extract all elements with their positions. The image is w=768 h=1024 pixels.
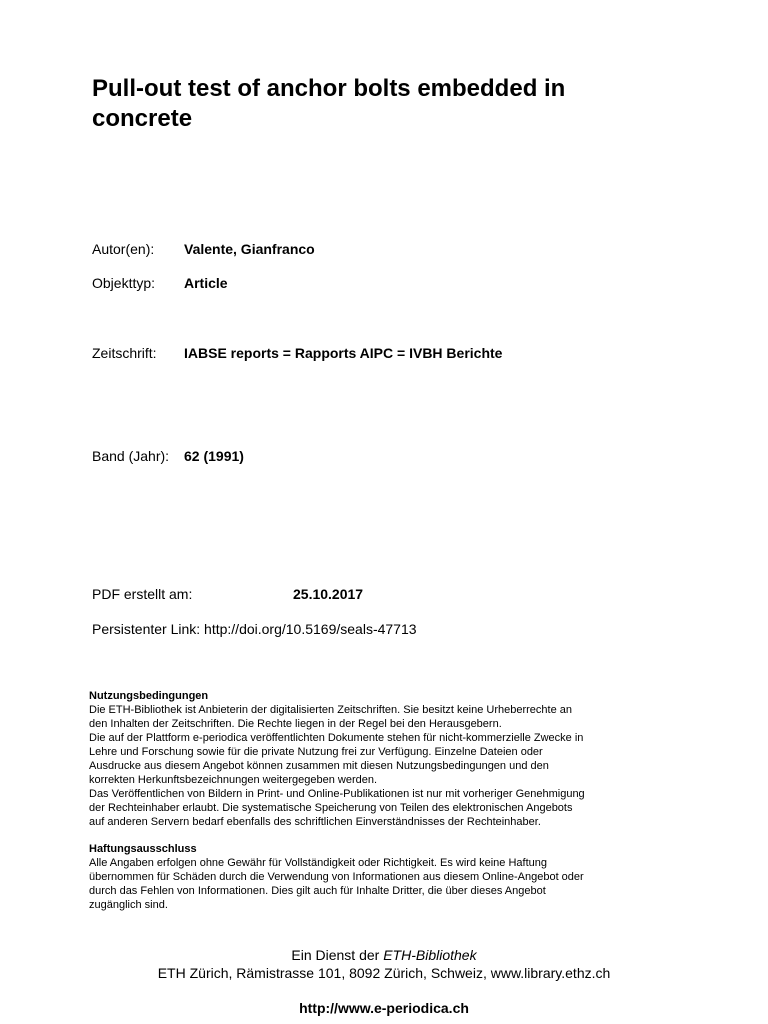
type-label: Objekttyp: <box>92 275 156 291</box>
type-value: Article <box>184 275 228 291</box>
persistent-link[interactable]: Persistenter Link: http://doi.org/10.5169/seals-47713 <box>92 621 417 637</box>
service-name: ETH-Bibliothek <box>383 947 477 963</box>
disclaimer-line: übernommen für Schäden durch die Verwendung von Informationen aus diesem Online-Angebot oder <box>89 871 584 883</box>
volume-label: Band (Jahr): <box>92 448 170 464</box>
disclaimer-heading: Haftungsausschluss <box>89 843 197 855</box>
journal-label: Zeitschrift: <box>92 345 157 361</box>
type-row <box>92 274 228 292</box>
terms-heading: Nutzungsbedingungen <box>89 690 209 702</box>
author-label: Autor(en): <box>92 241 155 257</box>
service-line <box>0 946 768 964</box>
terms-line: den Inhalten der Zeitschriften. Die Rechte liegen in der Regel bei den Herausgebern. <box>89 718 502 730</box>
terms-line: Die ETH-Bibliothek ist Anbieterin der digitalisierten Zeitschriften. Sie besitzt keine Urheberrechte an <box>89 704 573 716</box>
author-value: Valente, Gianfranco <box>184 241 315 257</box>
disclaimer-line: Alle Angaben erfolgen ohne Gewähr für Vollständigkeit oder Richtigkeit. Es wird keine Haftung <box>89 857 547 869</box>
address-line: ETH Zürich, Rämistrasse 101, 8092 Zürich, Schweiz, www.library.ethz.ch <box>157 965 611 981</box>
pdf-created-row <box>92 585 363 603</box>
disclaimer-section <box>89 842 689 912</box>
volume-row <box>92 447 244 465</box>
e-periodica-link[interactable]: http://www.e-periodica.ch <box>299 1000 469 1016</box>
document-title: Pull-out test of anchor bolts embedded in concrete <box>92 75 566 132</box>
terms-line: Das Veröffentlichen von Bildern in Print- und Online-Publikationen ist nur mit vorheriger Genehmigung <box>89 788 585 800</box>
terms-section <box>89 689 689 829</box>
pdf-created-label: PDF erstellt am: <box>92 586 193 602</box>
pdf-created-value: 25.10.2017 <box>293 586 364 602</box>
terms-line: der Rechteinhaber erlaubt. Die systematische Speicherung von Teilen des elektronischen Angebots <box>89 802 573 814</box>
terms-line: Die auf der Plattform e-periodica veröffentlichten Dokumente stehen für nicht-kommerzielle Zwecke in <box>89 732 584 744</box>
terms-line: Lehre und Forschung sowie für die private Nutzung frei zur Verfügung. Einzelne Dateien oder <box>89 746 543 758</box>
terms-line: korrekten Herkunftsbezeichnungen weitergegeben werden. <box>89 774 378 786</box>
volume-value: 62 (1991) <box>184 448 244 464</box>
service-prefix: Ein Dienst der <box>291 947 384 963</box>
disclaimer-line: zugänglich sind. <box>89 899 168 911</box>
terms-line: auf anderen Servern bedarf ebenfalls des schriftlichen Einverständnisses der Rechteinhaber. <box>89 816 541 828</box>
disclaimer-line: durch das Fehlen von Informationen. Dies gilt auch für Inhalte Dritter, die über dieses Angebot <box>89 885 546 897</box>
author-row <box>92 240 315 258</box>
journal-row <box>92 344 502 362</box>
terms-line: Ausdrucke aus diesem Angebot können zusammen mit diesen Nutzungsbedingungen und den <box>89 760 549 772</box>
journal-value: IABSE reports = Rapports AIPC = IVBH Berichte <box>184 345 503 361</box>
